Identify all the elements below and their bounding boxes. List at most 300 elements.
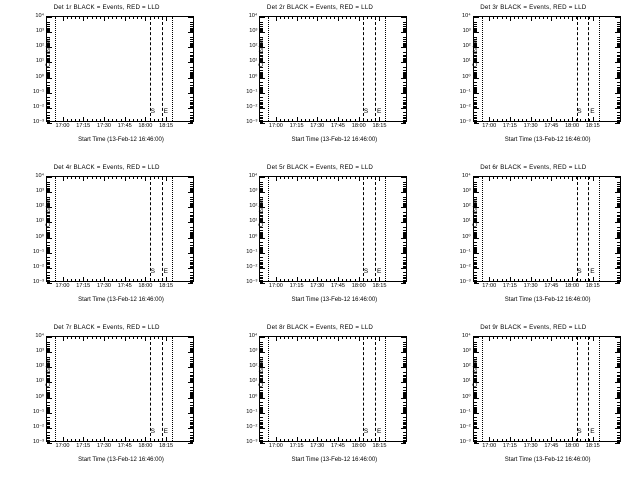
y-tick-mark-right [401, 78, 406, 79]
x-tick-mark-bottom [338, 277, 339, 281]
x-minor-tick [129, 279, 130, 281]
x-minor-tick [129, 119, 130, 121]
x-tick-label: 17:00 [268, 283, 283, 289]
x-minor-tick [371, 439, 372, 441]
y-tick-mark-right [188, 413, 193, 414]
y-tick-mark-right [401, 443, 406, 444]
plot-panel [0, 160, 213, 320]
x-tick-mark-bottom [276, 437, 277, 441]
x-minor-tick [288, 279, 289, 281]
y-minor-tick [617, 402, 620, 403]
x-tick-mark-bottom [317, 277, 318, 281]
x-minor-tick [133, 119, 134, 121]
y-minor-tick [260, 272, 263, 273]
x-tick-mark-bottom [63, 117, 64, 121]
y-tick-label: 10⁴ [462, 173, 471, 179]
x-minor-tick [493, 177, 494, 179]
x-tick-label: 18:00 [565, 123, 580, 129]
panel-title: Det 2r BLACK = Events, RED = LLD [266, 4, 374, 11]
x-minor-tick [330, 337, 331, 339]
x-axis-label: Start Time (13-Feb-12 16:46:00) [78, 137, 164, 143]
x-minor-tick [543, 439, 544, 441]
y-minor-tick [190, 182, 193, 183]
x-tick-label: 17:15 [76, 283, 91, 289]
x-minor-tick [326, 439, 327, 441]
x-axis-label: Start Time (13-Feb-12 16:46:00) [78, 297, 164, 303]
x-minor-tick [280, 337, 281, 339]
y-tick-mark-right [401, 62, 406, 63]
y-minor-tick [260, 420, 263, 421]
x-minor-tick [330, 17, 331, 19]
x-minor-tick [309, 17, 310, 19]
y-minor-tick [190, 39, 193, 40]
marker-line-dashed [577, 17, 578, 121]
x-minor-tick [497, 439, 498, 441]
y-minor-tick [190, 387, 193, 388]
x-minor-tick [535, 337, 536, 339]
y-minor-tick [190, 402, 193, 403]
x-tick-mark-bottom [593, 117, 594, 121]
y-minor-tick [617, 342, 620, 343]
x-tick-mark-bottom [145, 277, 146, 281]
annotation-end: E [163, 108, 168, 115]
y-minor-tick [190, 215, 193, 216]
x-minor-tick [535, 177, 536, 179]
y-minor-tick [190, 112, 193, 113]
x-tick-label: 17:30 [96, 283, 111, 289]
x-minor-tick [560, 439, 561, 441]
y-tick-label: 10⁴ [35, 173, 44, 179]
y-tick-label: 10⁻¹ [246, 88, 258, 95]
y-minor-tick [190, 212, 193, 213]
x-minor-tick [116, 119, 117, 121]
x-tick-mark-top [551, 177, 552, 181]
y-axis-label: Counts/sec [472, 197, 479, 228]
x-minor-tick [585, 17, 586, 19]
x-minor-tick [346, 337, 347, 339]
marker-line-dashed [588, 337, 589, 441]
x-tick-label: 18:15 [585, 283, 600, 289]
x-minor-tick [321, 119, 322, 121]
x-tick-mark-top [510, 337, 511, 341]
x-minor-tick [326, 177, 327, 179]
plot-area [459, 13, 621, 143]
panel-title: Det 8r BLACK = Events, RED = LLD [266, 324, 374, 331]
y-minor-tick [617, 432, 620, 433]
x-tick-label: 18:00 [138, 123, 153, 129]
marker-line-dashed [363, 17, 364, 121]
plot-area [246, 173, 407, 303]
x-minor-tick [326, 337, 327, 339]
y-minor-tick [190, 344, 193, 345]
x-tick-mark-bottom [338, 437, 339, 441]
y-minor-tick [190, 372, 193, 373]
x-minor-tick [355, 177, 356, 179]
y-tick-mark-left [474, 253, 479, 254]
y-tick-mark-right [401, 352, 406, 353]
x-minor-tick [92, 439, 93, 441]
y-tick-mark-right [615, 428, 620, 429]
y-minor-tick [190, 230, 193, 231]
x-minor-tick [292, 439, 293, 441]
x-minor-tick [371, 17, 372, 19]
x-tick-mark-top [166, 17, 167, 21]
x-minor-tick [292, 119, 293, 121]
x-tick-label: 17:00 [268, 123, 283, 129]
x-tick-mark-bottom [338, 117, 339, 121]
x-minor-tick [288, 337, 289, 339]
y-minor-tick [403, 112, 406, 113]
x-tick-mark-bottom [317, 117, 318, 121]
y-tick-label: 10¹ [249, 218, 258, 225]
x-minor-tick [506, 17, 507, 19]
annotation-start: S [363, 268, 369, 275]
x-axis-label: Start Time (13-Feb-12 16:46:00) [504, 457, 591, 463]
x-tick-label: 18:15 [372, 283, 387, 289]
x-minor-tick [330, 177, 331, 179]
y-tick-mark-right [188, 443, 193, 444]
x-minor-tick [154, 279, 155, 281]
x-tick-label: 17:45 [117, 283, 132, 289]
x-minor-tick [75, 337, 76, 339]
x-minor-tick [292, 177, 293, 179]
x-tick-mark-top [276, 17, 277, 21]
y-minor-tick [403, 260, 406, 261]
x-tick-label: 18:00 [565, 443, 580, 449]
y-minor-tick [403, 272, 406, 273]
x-minor-tick [539, 279, 540, 281]
x-tick-mark-bottom [531, 277, 532, 281]
x-minor-tick [514, 279, 515, 281]
y-tick-mark-right [188, 352, 193, 353]
x-minor-tick [367, 279, 368, 281]
y-minor-tick [474, 97, 477, 98]
x-minor-tick [518, 279, 519, 281]
annotation-start: S [363, 108, 369, 115]
y-minor-tick [617, 97, 620, 98]
y-tick-label: 10⁰ [462, 233, 471, 240]
x-minor-tick [292, 17, 293, 19]
x-minor-tick [321, 279, 322, 281]
x-minor-tick [522, 279, 523, 281]
marker-line-dotted [482, 337, 483, 441]
x-tick-label: 17:45 [331, 443, 346, 449]
x-minor-tick [108, 439, 109, 441]
y-tick-mark-right [188, 93, 193, 94]
y-minor-tick [47, 100, 50, 101]
y-tick-mark-left [47, 108, 52, 109]
marker-line-dotted [385, 337, 386, 441]
x-minor-tick [497, 279, 498, 281]
y-minor-tick [617, 357, 620, 358]
y-tick-label: 10² [462, 43, 471, 50]
marker-line-dashed [162, 177, 163, 281]
y-tick-mark-right [188, 207, 193, 208]
x-tick-label: 17:45 [544, 283, 559, 289]
x-tick-label: 18:15 [159, 123, 174, 129]
x-minor-tick [67, 119, 68, 121]
x-tick-label: 17:30 [523, 443, 538, 449]
x-minor-tick [334, 337, 335, 339]
annotation-start: S [150, 428, 155, 435]
x-minor-tick [305, 337, 306, 339]
x-tick-label: 18:15 [372, 123, 387, 129]
x-tick-mark-top [379, 177, 380, 181]
x-minor-tick [92, 17, 93, 19]
y-minor-tick [47, 115, 50, 116]
y-minor-tick [474, 257, 477, 258]
x-tick-mark-top [572, 177, 573, 181]
y-tick-mark-right [615, 32, 620, 33]
plot-area [32, 173, 194, 303]
x-tick-mark-top [510, 17, 511, 21]
x-tick-label: 17:45 [331, 283, 346, 289]
x-tick-mark-bottom [104, 277, 105, 281]
x-minor-tick [313, 279, 314, 281]
x-minor-tick [326, 119, 327, 121]
x-minor-tick [87, 279, 88, 281]
x-minor-tick [133, 279, 134, 281]
y-tick-mark-left [260, 428, 265, 429]
marker-line-dashed [375, 337, 376, 441]
y-tick-mark-right [615, 222, 620, 223]
x-minor-tick [284, 17, 285, 19]
x-tick-mark-top [379, 17, 380, 21]
x-tick-mark-bottom [83, 277, 84, 281]
y-minor-tick [617, 112, 620, 113]
x-minor-tick [580, 17, 581, 19]
y-tick-label: 10³ [249, 28, 258, 35]
y-minor-tick [403, 55, 406, 56]
y-minor-tick [260, 435, 263, 436]
x-minor-tick [493, 279, 494, 281]
x-minor-tick [313, 177, 314, 179]
y-minor-tick [403, 245, 406, 246]
x-minor-tick [121, 279, 122, 281]
y-tick-label: 10² [462, 363, 471, 370]
y-minor-tick [617, 272, 620, 273]
y-tick-label: 10⁴ [462, 13, 471, 19]
y-tick-label: 10⁰ [462, 393, 471, 400]
y-minor-tick [617, 37, 620, 38]
x-minor-tick [301, 337, 302, 339]
x-minor-tick [564, 337, 565, 339]
x-minor-tick [87, 17, 88, 19]
x-tick-mark-top [297, 337, 298, 341]
y-tick-mark-right [401, 17, 406, 18]
x-minor-tick [280, 177, 281, 179]
x-tick-mark-bottom [145, 437, 146, 441]
x-minor-tick [284, 119, 285, 121]
annotation-end: E [590, 428, 595, 435]
plot-area [32, 333, 194, 463]
marker-line-dotted [55, 337, 56, 441]
x-minor-tick [154, 177, 155, 179]
y-tick-label: 10⁰ [248, 393, 258, 400]
x-tick-mark-bottom [359, 117, 360, 121]
x-minor-tick [309, 119, 310, 121]
y-tick-mark-right [615, 62, 620, 63]
y-tick-label: 10⁴ [35, 333, 44, 339]
y-minor-tick [403, 24, 406, 25]
panel-title: Det 4r BLACK = Events, RED = LLD [53, 164, 160, 171]
x-minor-tick [346, 119, 347, 121]
x-tick-mark-bottom [83, 117, 84, 121]
x-minor-tick [585, 119, 586, 121]
y-tick-mark-right [615, 337, 620, 338]
x-minor-tick [121, 177, 122, 179]
x-tick-mark-bottom [531, 437, 532, 441]
annotation-start: S [577, 268, 582, 275]
x-minor-tick [518, 119, 519, 121]
x-minor-tick [493, 119, 494, 121]
y-tick-mark-right [188, 123, 193, 124]
marker-line-dotted [385, 17, 386, 121]
x-minor-tick [141, 17, 142, 19]
x-tick-mark-bottom [379, 277, 380, 281]
y-minor-tick [403, 359, 406, 360]
y-minor-tick [617, 435, 620, 436]
y-tick-mark-left [474, 283, 479, 284]
x-tick-mark-top [593, 177, 594, 181]
x-tick-label: 17:30 [310, 283, 325, 289]
y-tick-mark-right [615, 192, 620, 193]
panel-title: Det 1r BLACK = Events, RED = LLD [53, 4, 160, 11]
x-minor-tick [539, 119, 540, 121]
y-tick-mark-right [615, 443, 620, 444]
y-tick-mark-right [188, 47, 193, 48]
y-tick-mark-right [401, 177, 406, 178]
x-minor-tick [367, 17, 368, 19]
x-minor-tick [522, 17, 523, 19]
x-tick-mark-bottom [572, 117, 573, 121]
y-minor-tick [47, 275, 50, 276]
marker-line-dotted [482, 17, 483, 121]
x-minor-tick [116, 279, 117, 281]
marker-line-dotted [268, 17, 269, 121]
x-minor-tick [506, 439, 507, 441]
x-minor-tick [313, 337, 314, 339]
x-minor-tick [75, 279, 76, 281]
y-tick-mark-right [615, 47, 620, 48]
x-minor-tick [71, 439, 72, 441]
marker-line-dashed [150, 337, 151, 441]
y-tick-label: 10³ [462, 348, 471, 355]
y-minor-tick [190, 272, 193, 273]
y-tick-mark-right [615, 352, 620, 353]
x-minor-tick [158, 177, 159, 179]
plot-area [32, 13, 194, 143]
y-tick-label: 10³ [462, 188, 471, 195]
x-tick-mark-top [317, 177, 318, 181]
x-minor-tick [547, 439, 548, 441]
y-minor-tick [190, 70, 193, 71]
x-minor-tick [141, 439, 142, 441]
y-minor-tick [474, 435, 477, 436]
x-minor-tick [305, 177, 306, 179]
x-minor-tick [87, 439, 88, 441]
x-minor-tick [346, 279, 347, 281]
x-tick-mark-bottom [593, 437, 594, 441]
x-minor-tick [543, 119, 544, 121]
x-minor-tick [288, 439, 289, 441]
x-minor-tick [564, 279, 565, 281]
annotation-end: E [590, 268, 595, 275]
x-tick-label: 17:15 [502, 123, 517, 129]
y-minor-tick [617, 245, 620, 246]
y-minor-tick [403, 199, 406, 200]
x-minor-tick [526, 337, 527, 339]
y-tick-label: 10⁻³ [32, 439, 44, 445]
y-minor-tick [403, 85, 406, 86]
x-minor-tick [71, 119, 72, 121]
x-minor-tick [580, 177, 581, 179]
y-tick-mark-right [401, 398, 406, 399]
x-minor-tick [334, 439, 335, 441]
x-minor-tick [154, 337, 155, 339]
x-tick-mark-top [297, 177, 298, 181]
x-tick-mark-bottom [572, 277, 573, 281]
x-tick-mark-top [379, 337, 380, 341]
x-minor-tick [100, 17, 101, 19]
y-tick-mark-right [188, 283, 193, 284]
plot-panel [427, 320, 640, 480]
x-minor-tick [547, 337, 548, 339]
x-minor-tick [334, 17, 335, 19]
y-minor-tick [403, 357, 406, 358]
x-minor-tick [346, 177, 347, 179]
y-minor-tick [190, 85, 193, 86]
x-minor-tick [92, 279, 93, 281]
y-tick-label: 10⁻¹ [246, 408, 258, 415]
y-minor-tick [617, 372, 620, 373]
x-minor-tick [514, 119, 515, 121]
x-minor-tick [116, 177, 117, 179]
y-minor-tick [260, 417, 263, 418]
y-tick-mark-right [188, 192, 193, 193]
x-minor-tick [556, 177, 557, 179]
x-minor-tick [502, 439, 503, 441]
marker-line-dashed [150, 17, 151, 121]
x-minor-tick [67, 439, 68, 441]
x-tick-label: 17:00 [55, 283, 70, 289]
y-tick-label: 10² [35, 363, 44, 370]
x-minor-tick [121, 119, 122, 121]
x-minor-tick [71, 17, 72, 19]
annotation-start: S [577, 428, 582, 435]
x-tick-mark-top [276, 337, 277, 341]
y-tick-label: 10⁻¹ [459, 248, 471, 255]
y-tick-mark-left [47, 443, 52, 444]
x-minor-tick [100, 337, 101, 339]
y-tick-mark-right [615, 382, 620, 383]
y-tick-mark-right [401, 268, 406, 269]
x-tick-mark-top [551, 17, 552, 21]
x-minor-tick [556, 17, 557, 19]
y-minor-tick [403, 417, 406, 418]
x-minor-tick [108, 279, 109, 281]
y-minor-tick [403, 100, 406, 101]
y-minor-tick [403, 182, 406, 183]
marker-line-dashed [363, 337, 364, 441]
y-tick-mark-right [615, 177, 620, 178]
x-minor-tick [288, 119, 289, 121]
y-tick-mark-left [47, 93, 52, 94]
x-minor-tick [301, 119, 302, 121]
x-minor-tick [493, 439, 494, 441]
y-minor-tick [47, 112, 50, 113]
x-minor-tick [497, 177, 498, 179]
